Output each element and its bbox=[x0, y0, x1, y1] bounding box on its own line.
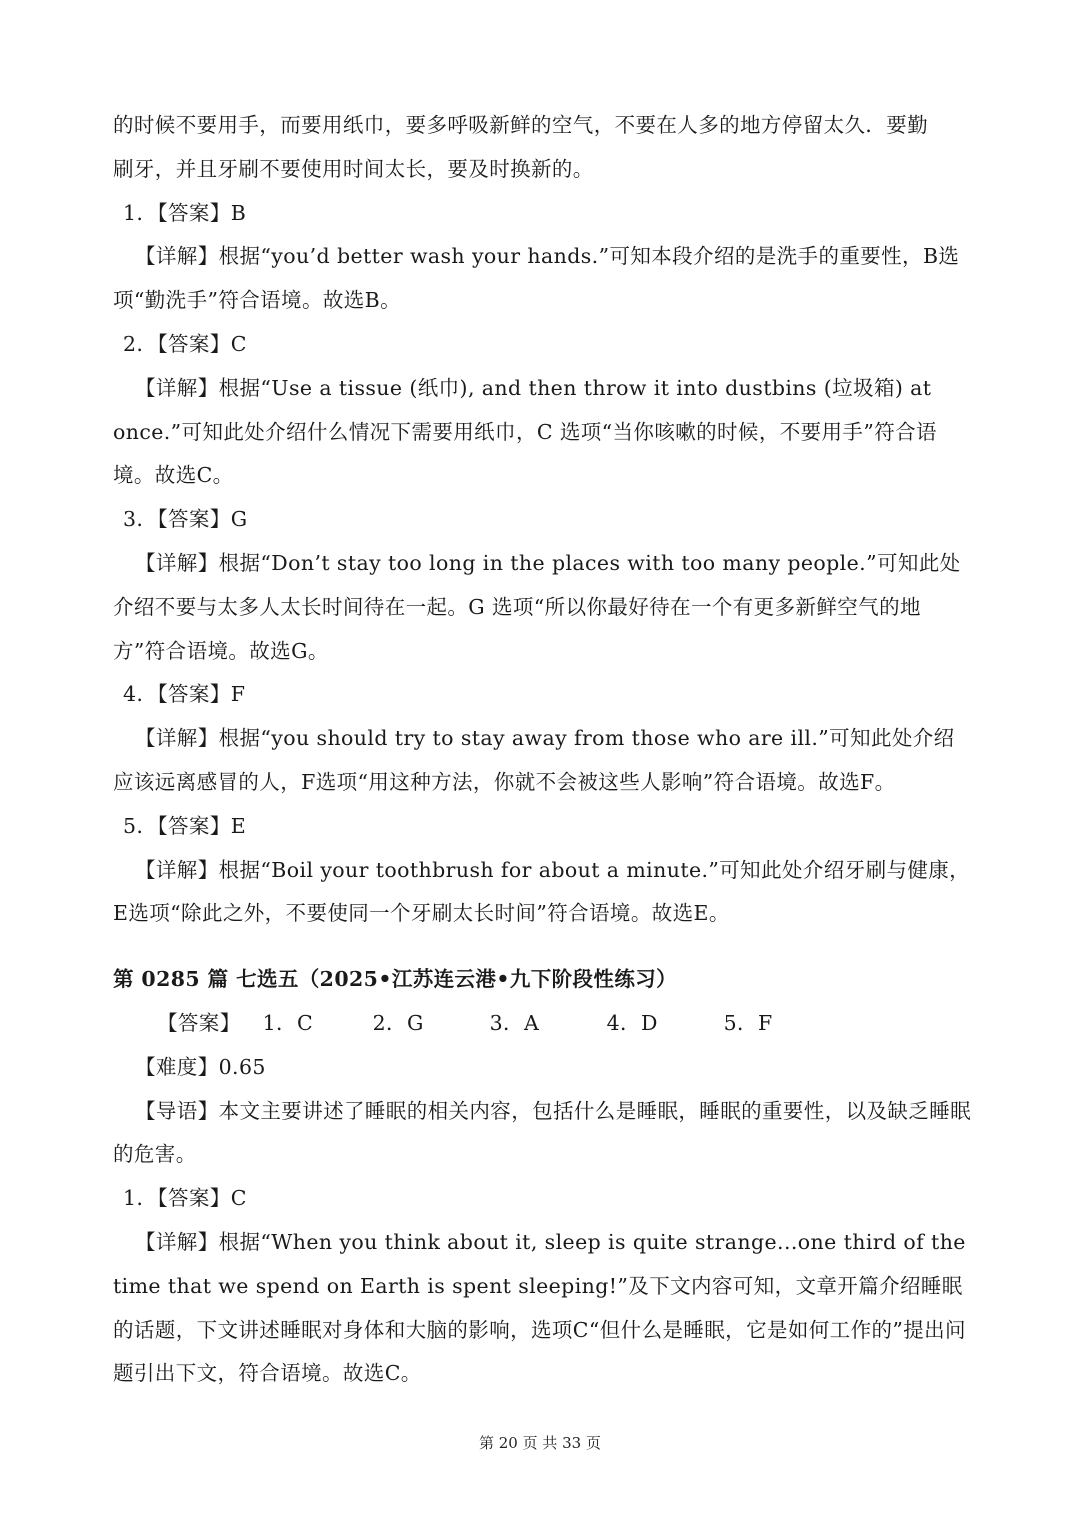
detail-1: 【详解】根据“you’d better wash your hands.”可知本段介绍的是洗手的重要性，B选项“勤洗手”符合语境。故选B。 bbox=[113, 244, 960, 313]
answer-2: 2．【答案】C bbox=[123, 331, 247, 356]
answer-key-label: 【答案】 bbox=[157, 1010, 241, 1035]
answer-key-1: 1．C bbox=[262, 1010, 314, 1035]
intro-line-1: 的时候不要用手，而要用纸巾，要多呼吸新鲜的空气，不要在人多的地方停留太久．要勤 bbox=[113, 113, 929, 137]
answer-1: 1．【答案】B bbox=[123, 200, 247, 225]
section-detail-1: 【详解】根据“When you think about it, sleep is quite strange...one third of the time that we spend on Earth is spent sleeping!”及下文内容可知，文章开篇介绍睡眠的话题，下文讲述睡眠对身体和大脑的影响，选项C“但什么是睡眠，它是如何工作的”提出问题引出下文，符合语境。故选C。 bbox=[113, 1229, 966, 1386]
detail-3: 【详解】根据“Don’t stay too long in the places with too many people.”可知此处介绍不要与太多人太长时间待在一起。G 选项“所以你最好待在一个有更多新鲜空气的地方”符合语境。故选G。 bbox=[113, 550, 961, 663]
answer-key-5: 5．F bbox=[723, 1010, 773, 1035]
section-title: 第 0285 篇 七选五（2025•江苏连云港•九下阶段性练习） bbox=[113, 967, 678, 992]
section-answer-1: 1．【答案】C bbox=[123, 1186, 247, 1211]
difficulty: 【难度】0.65 bbox=[135, 1054, 266, 1079]
detail-5: 【详解】根据“Boil your toothbrush for about a minute.”可知此处介绍牙刷与健康，E选项“除此之外，不要使同一个牙刷太长时间”符合语境。故选E。 bbox=[113, 857, 971, 926]
page-footer: 第 20 页 共 33 页 bbox=[478, 1434, 601, 1452]
answer-key-2: 2．G bbox=[372, 1010, 424, 1035]
section-answer-key bbox=[113, 1002, 971, 1046]
answer-key-4: 4．D bbox=[606, 1010, 658, 1035]
detail-2: 【详解】根据“Use a tissue (纸巾), and then throw it into dustbins (垃圾箱) at once.”可知此处介绍什么情况下需要用纸巾，C 选项“当你咳嗽的时候，不要用手”符合语境。故选C。 bbox=[113, 375, 937, 488]
answer-4: 4．【答案】F bbox=[123, 682, 246, 707]
document-page bbox=[113, 104, 971, 1396]
guide: 【导语】本文主要讲述了睡眠的相关内容，包括什么是睡眠，睡眠的重要性，以及缺乏睡眠的危害。 bbox=[113, 1098, 971, 1167]
answer-key-3: 3．A bbox=[489, 1010, 540, 1035]
answer-3: 3．【答案】G bbox=[123, 507, 248, 532]
intro-line-2: 刷牙，并且牙刷不要使用时间太长，要及时换新的。 bbox=[113, 156, 594, 181]
answer-5: 5．【答案】E bbox=[123, 813, 247, 838]
detail-4: 【详解】根据“you should try to stay away from those who are ill.”可知此处介绍应该远离感冒的人，F选项“用这种方法，你就不会被这些人影响”符合语境。故选F。 bbox=[113, 726, 955, 794]
